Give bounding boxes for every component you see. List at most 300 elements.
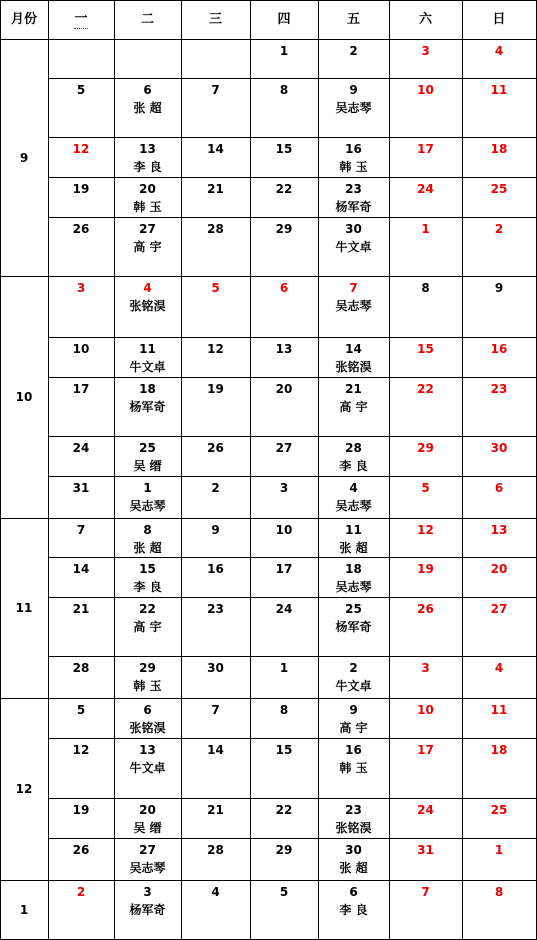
grid-line	[389, 0, 390, 940]
day-cell	[389, 377, 462, 436]
day-cell	[48, 177, 114, 217]
day-cell	[114, 436, 181, 476]
duty-person-name: 张铭淏	[335, 360, 372, 374]
day-cell	[181, 476, 250, 518]
day-cell	[250, 838, 318, 880]
day-cell	[389, 337, 462, 377]
day-number: 10	[417, 83, 434, 97]
day-cell	[389, 597, 462, 656]
day-cell	[318, 337, 389, 377]
day-cell	[389, 78, 462, 137]
grid-line	[48, 337, 537, 338]
header-label: 月份	[10, 11, 37, 27]
day-cell	[462, 656, 536, 698]
day-cell	[250, 39, 318, 78]
day-cell	[462, 698, 536, 738]
month-number: 11	[15, 601, 33, 615]
day-number: 19	[72, 182, 90, 196]
day-number: 25	[490, 803, 508, 817]
day-number: 13	[139, 142, 156, 156]
grid-line	[114, 0, 115, 940]
day-cell	[318, 39, 389, 78]
day-number: 7	[211, 703, 220, 717]
day-number: 18	[139, 382, 156, 396]
day-number: 9	[211, 523, 220, 537]
weekday-header-6	[389, 0, 462, 39]
duty-person-name: 张 超	[133, 541, 162, 555]
day-number: 11	[490, 703, 508, 717]
day-number: 15	[417, 342, 434, 356]
header-label: 二	[140, 11, 154, 27]
duty-person-name: 韩 玉	[133, 200, 162, 214]
day-cell	[114, 518, 181, 557]
day-cell	[48, 838, 114, 880]
month-label	[0, 880, 48, 939]
weekday-header-4	[250, 0, 318, 39]
day-number: 24	[275, 602, 293, 616]
day-number: 23	[345, 803, 362, 817]
day-cell	[114, 798, 181, 838]
day-number: 6	[143, 83, 152, 97]
grid-line	[48, 436, 537, 437]
day-number: 5	[421, 481, 430, 495]
day-number: 22	[275, 182, 293, 196]
duty-person-name: 杨军奇	[335, 620, 372, 634]
day-cell	[389, 518, 462, 557]
day-cell	[462, 476, 536, 518]
day-cell	[181, 798, 250, 838]
duty-person-name: 张 超	[133, 101, 162, 115]
day-cell	[250, 137, 318, 177]
day-number: 30	[207, 661, 224, 675]
day-cell	[250, 698, 318, 738]
day-number: 11	[345, 523, 362, 537]
day-cell	[389, 698, 462, 738]
day-number: 5	[279, 885, 289, 899]
day-cell	[389, 880, 462, 939]
day-cell	[48, 39, 114, 78]
duty-person-name: 牛文卓	[129, 761, 166, 775]
day-cell	[318, 377, 389, 436]
day-number: 20	[139, 803, 156, 817]
day-number: 6	[349, 885, 358, 899]
day-number: 13	[490, 523, 508, 537]
day-number: 23	[207, 602, 224, 616]
day-number: 17	[72, 382, 90, 396]
day-number: 18	[490, 142, 508, 156]
day-number: 12	[417, 523, 434, 537]
day-number: 17	[417, 142, 434, 156]
duty-person-name: 李 良	[339, 459, 368, 473]
day-number: 16	[490, 342, 508, 356]
day-number: 22	[275, 803, 293, 817]
day-cell	[114, 137, 181, 177]
grid-line	[181, 0, 182, 940]
day-cell	[48, 880, 114, 939]
day-number: 8	[279, 703, 289, 717]
day-cell	[114, 738, 181, 798]
day-number: 15	[275, 142, 293, 156]
grid-line	[48, 78, 537, 79]
day-number: 4	[349, 481, 358, 495]
day-number: 31	[417, 843, 434, 857]
duty-person-name: 吴 缙	[133, 821, 162, 835]
day-cell	[462, 217, 536, 276]
day-cell	[462, 518, 536, 557]
day-number: 8	[421, 281, 430, 295]
day-number: 10	[72, 342, 90, 356]
day-number: 12	[72, 142, 90, 156]
day-cell	[462, 78, 536, 137]
day-number: 4	[143, 281, 152, 295]
day-number: 17	[275, 562, 293, 576]
day-cell	[462, 798, 536, 838]
day-number: 3	[76, 281, 86, 295]
day-number: 1	[279, 661, 289, 675]
day-cell	[250, 276, 318, 337]
day-cell	[389, 798, 462, 838]
day-cell	[181, 217, 250, 276]
day-cell	[250, 436, 318, 476]
day-cell	[48, 698, 114, 738]
duty-person-name: 吴志琴	[129, 861, 166, 875]
day-number: 17	[417, 743, 434, 757]
header-label: 三	[208, 11, 222, 27]
day-cell	[181, 838, 250, 880]
day-number: 22	[139, 602, 156, 616]
day-number: 11	[139, 342, 156, 356]
grid-line	[48, 597, 537, 598]
day-number: 29	[275, 222, 293, 236]
grid-line	[48, 0, 49, 940]
grid-line	[0, 0, 537, 1]
day-cell	[389, 177, 462, 217]
day-cell	[114, 276, 181, 337]
day-number: 28	[207, 843, 224, 857]
day-number: 24	[417, 803, 434, 817]
duty-person-name: 牛文卓	[335, 679, 372, 693]
day-number: 2	[494, 222, 504, 236]
day-number: 19	[207, 382, 224, 396]
day-cell	[250, 217, 318, 276]
month-label	[0, 39, 48, 276]
day-number: 1	[421, 222, 430, 236]
day-cell	[48, 476, 114, 518]
day-cell	[389, 476, 462, 518]
day-number: 19	[72, 803, 90, 817]
day-cell	[250, 518, 318, 557]
weekday-header-5	[318, 0, 389, 39]
duty-person-name: 牛文卓	[129, 360, 166, 374]
month-label	[0, 276, 48, 518]
day-number: 11	[490, 83, 508, 97]
day-cell	[114, 337, 181, 377]
grid-line	[48, 476, 537, 477]
day-number: 27	[139, 222, 156, 236]
month-label	[0, 698, 48, 880]
day-cell	[462, 880, 536, 939]
header-label: 五	[346, 11, 360, 27]
day-cell	[389, 656, 462, 698]
day-cell	[389, 137, 462, 177]
duty-person-name: 张铭淏	[335, 821, 372, 835]
day-number: 29	[275, 843, 293, 857]
day-cell	[114, 698, 181, 738]
day-cell	[114, 597, 181, 656]
day-cell	[462, 276, 536, 337]
day-number: 29	[417, 441, 434, 455]
grid-line	[48, 177, 537, 178]
day-number: 30	[490, 441, 508, 455]
day-cell	[48, 377, 114, 436]
day-cell	[250, 377, 318, 436]
grid-line	[48, 217, 537, 218]
grid-line	[0, 880, 537, 881]
day-number: 7	[76, 523, 86, 537]
day-number: 5	[76, 83, 86, 97]
day-cell	[181, 597, 250, 656]
day-number: 26	[207, 441, 224, 455]
duty-person-name: 杨军奇	[335, 200, 372, 214]
weekday-header-1	[48, 0, 114, 39]
day-cell	[114, 377, 181, 436]
day-number: 4	[494, 44, 504, 58]
day-number: 8	[279, 83, 289, 97]
day-number: 26	[72, 222, 90, 236]
day-cell	[48, 656, 114, 698]
grid-line	[48, 656, 537, 657]
day-cell	[114, 217, 181, 276]
day-number: 2	[349, 661, 358, 675]
day-number: 6	[143, 703, 152, 717]
day-number: 20	[139, 182, 156, 196]
day-cell	[181, 276, 250, 337]
grid-line	[48, 798, 537, 799]
day-cell	[48, 518, 114, 557]
header-label: 六	[418, 11, 432, 27]
day-cell	[181, 39, 250, 78]
grid-line	[48, 738, 537, 739]
day-cell	[389, 39, 462, 78]
duty-person-name: 韩 玉	[133, 679, 162, 693]
month-number: 10	[15, 390, 33, 404]
day-number: 2	[349, 44, 358, 58]
day-cell	[250, 798, 318, 838]
day-cell	[250, 78, 318, 137]
day-number: 1	[143, 481, 152, 495]
day-number: 25	[490, 182, 508, 196]
month-number: 9	[19, 150, 29, 165]
day-cell	[318, 137, 389, 177]
day-cell	[462, 377, 536, 436]
day-cell	[48, 217, 114, 276]
grid-line	[0, 0, 1, 940]
day-cell	[389, 217, 462, 276]
day-cell	[250, 880, 318, 939]
grid-line	[462, 0, 463, 940]
day-cell	[181, 78, 250, 137]
duty-person-name: 牛文卓	[335, 240, 372, 254]
day-number: 30	[345, 843, 362, 857]
day-cell	[318, 177, 389, 217]
duty-person-name: 张铭淏	[129, 721, 166, 735]
header-label: 日	[492, 11, 506, 27]
day-number: 5	[211, 281, 220, 295]
day-number: 21	[207, 182, 224, 196]
day-number: 16	[207, 562, 224, 576]
day-cell	[318, 656, 389, 698]
day-cell	[462, 337, 536, 377]
day-number: 27	[139, 843, 156, 857]
day-cell	[181, 518, 250, 557]
day-cell	[318, 476, 389, 518]
month-column-header	[0, 0, 48, 39]
day-number: 1	[279, 44, 289, 58]
day-cell	[389, 557, 462, 597]
day-number: 21	[72, 602, 90, 616]
day-number: 21	[207, 803, 224, 817]
day-cell	[462, 557, 536, 597]
day-number: 24	[417, 182, 434, 196]
day-number: 23	[345, 182, 362, 196]
grid-line	[318, 0, 319, 940]
day-number: 7	[211, 83, 220, 97]
day-number: 20	[275, 382, 293, 396]
day-number: 14	[207, 743, 224, 757]
day-cell	[318, 557, 389, 597]
weekday-header-7	[462, 0, 536, 39]
day-cell	[318, 880, 389, 939]
day-number: 4	[494, 661, 504, 675]
day-number: 22	[417, 382, 434, 396]
duty-person-name: 吴志琴	[335, 499, 372, 513]
day-cell	[114, 656, 181, 698]
day-cell	[181, 377, 250, 436]
day-number: 18	[490, 743, 508, 757]
day-cell	[250, 738, 318, 798]
duty-person-name: 吴 缙	[133, 459, 162, 473]
day-number: 9	[349, 703, 358, 717]
duty-person-name: 高 宇	[133, 240, 162, 254]
day-cell	[181, 698, 250, 738]
day-number: 16	[345, 142, 362, 156]
day-number: 18	[345, 562, 362, 576]
duty-person-name: 韩 玉	[339, 160, 368, 174]
day-cell	[48, 798, 114, 838]
day-cell	[114, 78, 181, 137]
day-number: 15	[139, 562, 156, 576]
day-number: 31	[72, 481, 90, 495]
grid-line	[0, 39, 537, 40]
day-cell	[114, 880, 181, 939]
day-cell	[318, 738, 389, 798]
day-number: 8	[494, 885, 504, 899]
day-cell	[389, 276, 462, 337]
day-number: 30	[345, 222, 362, 236]
day-number: 27	[490, 602, 508, 616]
day-number: 2	[211, 481, 220, 495]
day-cell	[318, 217, 389, 276]
grid-line	[48, 137, 537, 138]
day-cell	[114, 177, 181, 217]
day-cell	[250, 557, 318, 597]
day-number: 2	[76, 885, 86, 899]
header-label: 一	[74, 10, 87, 29]
day-number: 15	[275, 743, 293, 757]
day-cell	[114, 39, 181, 78]
day-number: 27	[275, 441, 293, 455]
day-cell	[462, 39, 536, 78]
header-label: 四	[277, 11, 291, 27]
day-number: 5	[76, 703, 86, 717]
day-number: 3	[143, 885, 152, 899]
day-cell	[181, 436, 250, 476]
day-number: 12	[207, 342, 224, 356]
day-cell	[250, 177, 318, 217]
duty-person-name: 吴志琴	[335, 101, 372, 115]
weekday-header-3	[181, 0, 250, 39]
day-number: 13	[139, 743, 156, 757]
day-cell	[389, 738, 462, 798]
day-cell	[318, 798, 389, 838]
day-number: 19	[417, 562, 434, 576]
duty-person-name: 李 良	[339, 903, 368, 917]
day-cell	[462, 838, 536, 880]
day-number: 23	[490, 382, 508, 396]
weekday-header-2	[114, 0, 181, 39]
day-number: 14	[72, 562, 90, 576]
day-cell	[181, 880, 250, 939]
day-cell	[48, 557, 114, 597]
day-number: 10	[275, 523, 293, 537]
day-cell	[462, 137, 536, 177]
day-number: 4	[211, 885, 220, 899]
day-number: 16	[345, 743, 362, 757]
day-number: 6	[279, 281, 289, 295]
day-number: 28	[72, 661, 90, 675]
grid-line	[0, 276, 537, 277]
day-cell	[48, 276, 114, 337]
day-cell	[462, 597, 536, 656]
grid-line	[0, 518, 537, 519]
day-cell	[48, 597, 114, 656]
duty-person-name: 韩 玉	[339, 761, 368, 775]
day-number: 28	[345, 441, 362, 455]
grid-line	[48, 838, 537, 839]
day-cell	[48, 78, 114, 137]
day-cell	[114, 557, 181, 597]
day-number: 9	[349, 83, 358, 97]
day-number: 3	[279, 481, 289, 495]
day-number: 20	[490, 562, 508, 576]
day-number: 26	[72, 843, 90, 857]
duty-person-name: 张铭淏	[129, 299, 166, 313]
grid-line	[48, 557, 537, 558]
month-number: 1	[19, 902, 29, 917]
day-cell	[462, 738, 536, 798]
day-number: 9	[494, 281, 504, 295]
day-number: 1	[494, 843, 504, 857]
duty-person-name: 张 超	[339, 541, 368, 555]
day-cell	[318, 276, 389, 337]
day-number: 12	[72, 743, 90, 757]
day-number: 14	[345, 342, 362, 356]
day-cell	[250, 656, 318, 698]
day-cell	[462, 436, 536, 476]
day-number: 26	[417, 602, 434, 616]
duty-person-name: 杨军奇	[129, 400, 166, 414]
day-cell	[114, 838, 181, 880]
